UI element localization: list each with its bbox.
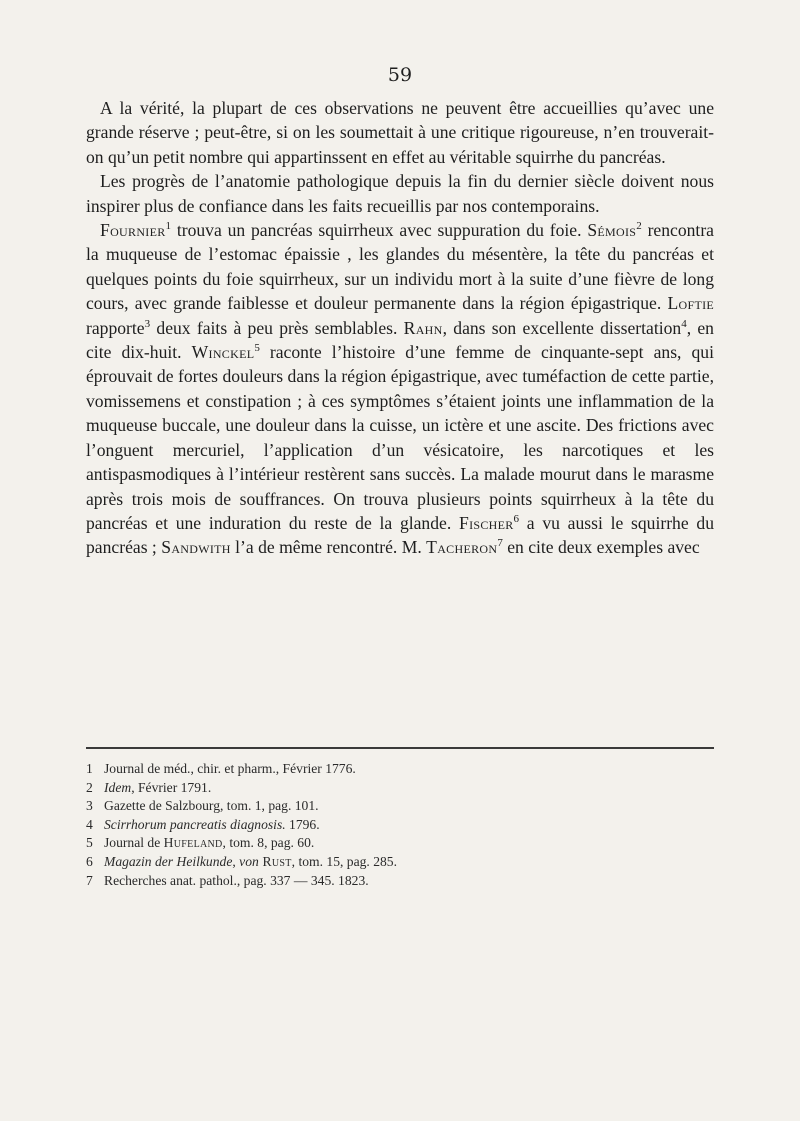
- author-tacheron: Tacheron: [426, 537, 498, 558]
- text-span: rencontra la muqueuse de l’estomac épaissie , les glandes du mésentère, la tête du pancréas et quelques points du foie squirrheux, sur un individu mort à la suite d’une fièvre de long cours, avec grande faiblesse et douleur permanente dans la région épigastrique.: [86, 220, 714, 314]
- text-span: trouva un pancréas squirrheux avec suppuration du foie.: [171, 220, 588, 241]
- footnote-divider: [86, 747, 714, 749]
- footnote-ref-4: 4: [681, 317, 687, 330]
- author-fournier: Fournier: [100, 220, 166, 241]
- text-span: a vu aussi le squirrhe du pancréas ;: [86, 512, 714, 558]
- footnote-6: 6 Magazin der Heilkunde, von Rust, tom. 15, pag. 285.: [86, 853, 398, 869]
- text-span: , dans son excellente dissertation: [442, 317, 682, 338]
- author-winckel: Winckel: [191, 342, 255, 363]
- text-span: raconte l’histoire d’une femme de cinquante-sept ans, qui éprouvait de fortes douleurs dans la région épigastrique, avec tuméfaction de cette partie, vomissemens et constipation ; à ces symptômes s’étaient joints une inflammation de la muqueuse buccale, une douleur dans la cuisse, un ictère et une ascite. Des frictions avec l’onguent mercuriel, l’application d’un vésicatoire, les narcotiques et les antispasmodiques à l’intérieur restèrent sans succès. La malade mourut dans le marasme après trois mois de souffrances. On trouva plusieurs points squirrheux à la tête du pancréas et une induration du reste de la glande.: [86, 342, 714, 533]
- text-span: l’a de même rencontré. M.: [230, 537, 427, 558]
- paragraph-1: A la vérité, la plupart de ces observations ne peuvent être accueillies qu’avec une grande réserve ; peut-être, si on les soumettait à une critique rigoureuse, n’en trouverait-on qu’un petit nombre qui appartinssent en effet au véritable squirrhe du pancréas.: [86, 98, 714, 167]
- author-loftie: Loftie: [667, 293, 714, 314]
- text-span: en cite deux exemples avec: [502, 537, 700, 558]
- footnote-3: 3 Gazette de Salzbourg, tom. 1, pag. 101.: [86, 798, 319, 814]
- footnote-ref-5: 5: [254, 342, 260, 355]
- author-semois: Sémois: [587, 220, 637, 241]
- footnote-ref-7: 7: [497, 537, 503, 550]
- paragraph-3: [86, 218, 714, 560]
- footnote-4: 4 Scirrhorum pancreatis diagnosis. 1796.: [86, 816, 320, 832]
- footnotes: [86, 760, 714, 890]
- footnote-ref-1: 1: [165, 220, 172, 233]
- footnote-2: 2 Idem, Février 1791.: [86, 779, 212, 795]
- paragraph-2: Les progrès de l’anatomie pathologique depuis la fin du dernier siècle doivent nous inspirer plus de confiance dans les faits recueillis par nos contemporains.: [86, 171, 714, 216]
- text-span: , en cite dix-huit.: [86, 317, 714, 363]
- footnote-ref-2: 2: [636, 220, 642, 233]
- footnote-1: 1 Journal de méd., chir. et pharm., Février 1776.: [86, 761, 356, 776]
- footnote-ref-3: 3: [144, 317, 151, 330]
- author-sandwith: Sandwith: [161, 537, 231, 558]
- author-fischer: Fischer: [458, 512, 514, 533]
- author-rahn: Rahn: [403, 317, 443, 338]
- footnote-5: 5 Journal de Hufeland, tom. 8, pag. 60.: [86, 835, 315, 851]
- text-span: rapporte: [86, 317, 145, 338]
- page-number: 59: [387, 64, 413, 86]
- footnote-ref-6: 6: [513, 513, 520, 526]
- text-span: deux faits à peu près semblables.: [150, 317, 404, 338]
- footnote-7: 7 Recherches anat. pathol., pag. 337 — 345. 1823.: [86, 872, 369, 888]
- body-text: [86, 96, 714, 560]
